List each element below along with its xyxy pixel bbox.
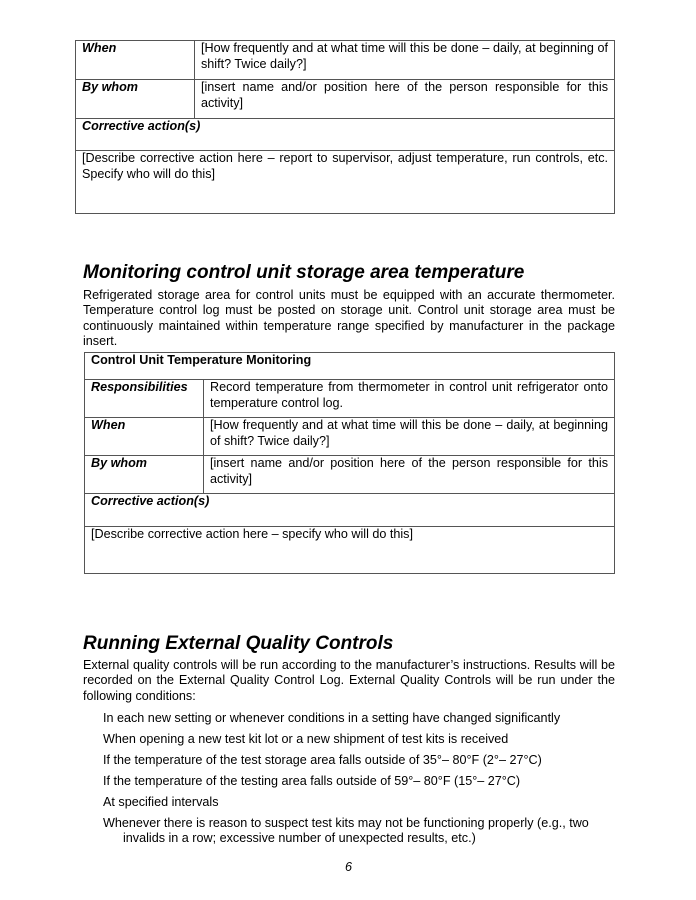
corrective-actions-label: Corrective action(s) (85, 494, 615, 527)
by-whom-text: [insert name and/or position here of the person responsible for this activity] (195, 80, 615, 119)
by-whom-text: [insert name and/or position here of the person responsible for this activity] (204, 456, 615, 494)
list-item: If the temperature of the testing area falls outside of 59°– 80°F (15°– 27°C) (103, 774, 521, 788)
list-item: Whenever there is reason to suspect test kits may not be functioning properly (e.g., two invalids in a row; excessive number of unexpected results, etc.) (103, 816, 589, 846)
control-unit-temperature-table (84, 352, 615, 574)
table-title: Control Unit Temperature Monitoring (85, 353, 615, 380)
when-label: When (76, 41, 195, 80)
corrective-actions-text: [Describe corrective action here – report to supervisor, adjust temperature, run controls, etc. Specify who will do this] (76, 151, 615, 214)
list-item: If the temperature of the test storage area falls outside of 35°– 80°F (2°– 27°C) (103, 753, 542, 767)
when-text: [How frequently and at what time will this be done – daily, at beginning of shift? Twice daily?] (195, 41, 615, 80)
when-text: [How frequently and at what time will this be done – daily, at beginning of shift? Twice daily?] (204, 418, 615, 456)
responsibility-table-continued (75, 40, 615, 214)
conditions-list (103, 711, 593, 852)
external-qc-paragraph: External quality controls will be run according to the manufacturer’s instructions. Results will be recorded on the External Quality Control Log. External Quality Controls will be run under the following conditions: (83, 658, 615, 703)
section-heading-external-qc: Running External Quality Controls (83, 633, 394, 654)
responsibilities-text: Record temperature from thermometer in control unit refrigerator onto temperature control log. (204, 380, 615, 418)
list-item: At specified intervals (103, 795, 219, 809)
when-label: When (85, 418, 204, 456)
responsibilities-label: Responsibilities (85, 380, 204, 418)
corrective-actions-text: [Describe corrective action here – specify who will do this] (85, 527, 615, 574)
section-heading-monitoring: Monitoring control unit storage area temperature (83, 262, 525, 283)
list-item: When opening a new test kit lot or a new shipment of test kits is received (103, 732, 509, 746)
by-whom-label: By whom (76, 80, 195, 119)
page-number: 6 (345, 860, 353, 874)
list-item: In each new setting or whenever conditions in a setting have changed significantly (103, 711, 561, 725)
monitoring-paragraph: Refrigerated storage area for control units must be equipped with an accurate thermometer. Temperature control log must be posted on storage unit. Control unit storage area must be continuously maintained within temperature range specified by manufacturer in the package insert. (83, 288, 615, 349)
corrective-actions-label: Corrective action(s) (76, 119, 615, 151)
by-whom-label: By whom (85, 456, 204, 494)
